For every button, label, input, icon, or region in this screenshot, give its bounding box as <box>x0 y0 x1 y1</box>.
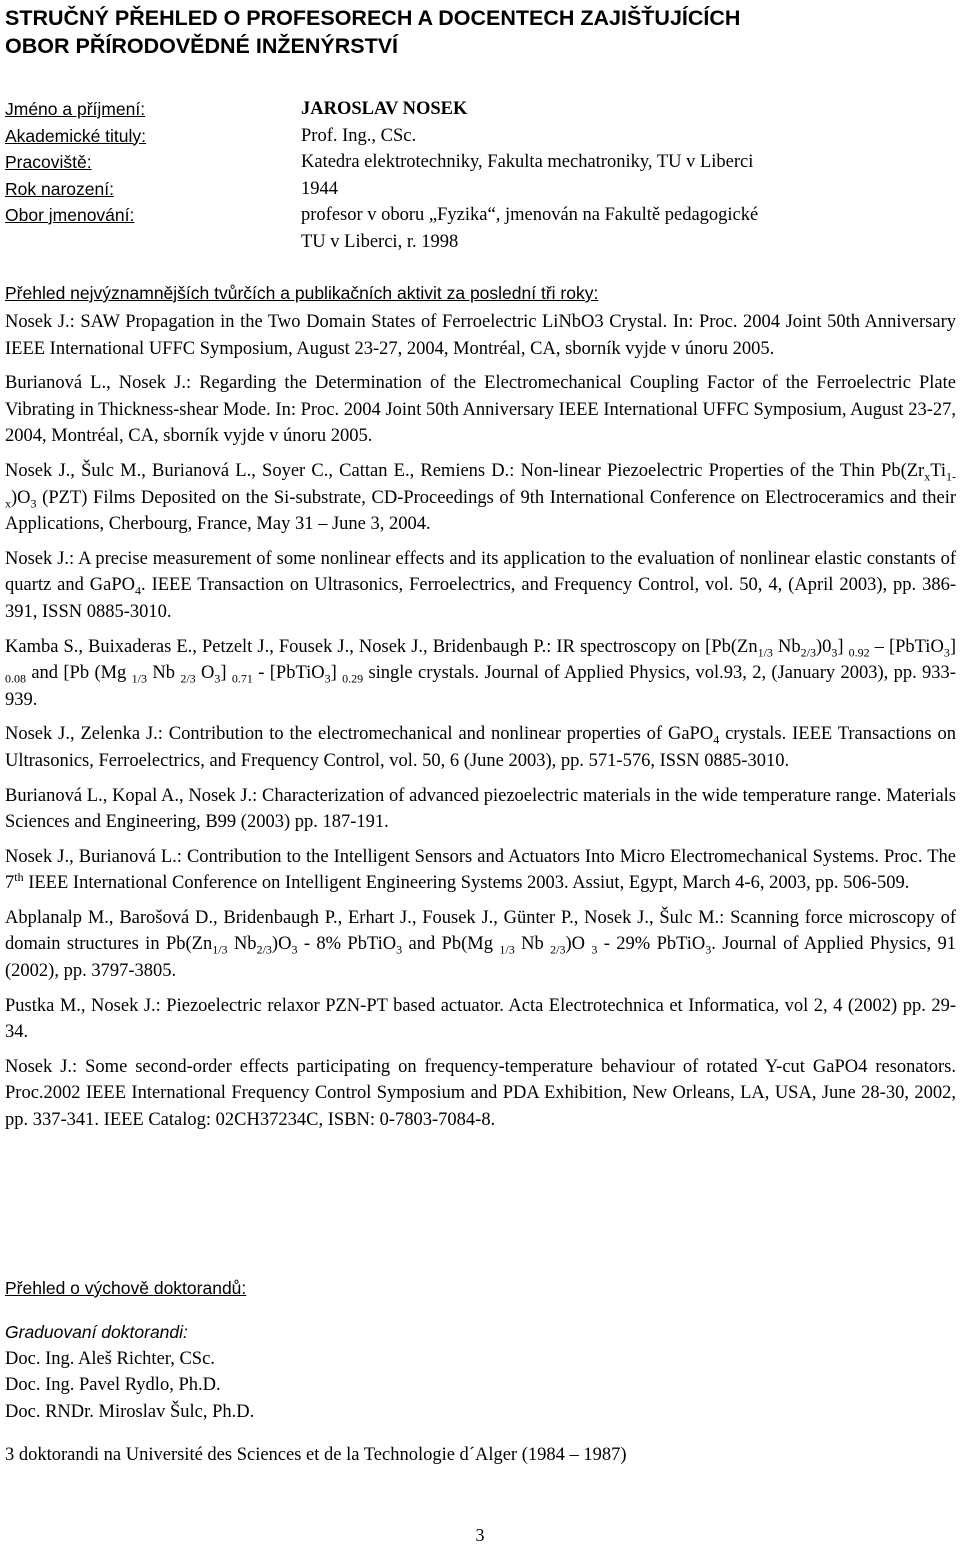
publication-item <box>5 634 956 714</box>
pub-text: Nb <box>147 663 181 684</box>
pub-text: )O <box>565 934 592 955</box>
publication-item <box>5 309 956 362</box>
info-row-field <box>5 202 956 255</box>
publication-item <box>5 905 956 985</box>
publication-item <box>5 370 956 450</box>
publication-item <box>5 783 956 836</box>
superscript: th <box>14 870 24 885</box>
subscript: 0.29 <box>342 671 364 686</box>
pub-authors: Kamba S., Buixaderas E., Petzelt J., Fousek J., Nosek J., Bridenbaugh P.: <box>5 636 552 657</box>
pub-text: Nb <box>227 934 257 955</box>
document-title <box>5 4 956 60</box>
titles-label: Akademické tituly: <box>5 125 147 146</box>
pub-authors: Nosek J.: <box>5 1056 78 1077</box>
subscript: 1/3 <box>499 943 515 958</box>
pub-text: - 8% PbTiO <box>297 934 397 955</box>
publications-heading: Přehled nejvýznamnějších tvůrčích a publikačních aktivit za poslední tři roky: <box>5 283 599 303</box>
graduated-label: Graduovaní doktorandi: <box>5 1322 188 1342</box>
pub-text: SAW Propagation in the Two Domain States of Ferroelectric LiNbO3 Crystal. In: Proc. 2004 Joint 50th Anniversary IEEE International UFFC Symposium, August 23-27, 2004, Montréal, CA, sborník vyjde v únoru 2005. <box>5 312 956 359</box>
subscript: 1/3 <box>212 943 228 958</box>
subscript: 1/3 <box>131 671 147 686</box>
pub-text: Regarding the Determination of the Electromechanical Coupling Factor of the Ferroelectric Plate Vibrating in Thickness-shear Mode. In: Proc. 2004 Joint 50th Anniversary IEEE International UFFC Symposium, August 23-27, 2004, Montréal, CA, sborník vyjde v únoru 2005. <box>5 373 956 447</box>
subscript: 4 <box>135 584 142 599</box>
pub-authors: Nosek J., Burianová L.: <box>5 846 182 867</box>
pub-text: and [Pb (Mg <box>26 663 132 684</box>
graduate-item: Doc. RNDr. Miroslav Šulc, Ph.D. <box>5 1401 255 1422</box>
pub-authors: Nosek J.: <box>5 548 75 569</box>
pub-text: )O <box>271 934 292 955</box>
subscript: 3 <box>943 645 950 660</box>
pub-text: Non-linear Piezoelectric Properties of the Thin Pb(Zr <box>514 460 925 481</box>
graduate-item: Doc. Ing. Pavel Rydlo, Ph.D. <box>5 1375 221 1395</box>
pub-text: Contribution to the Intelligent Sensors and Actuators Into Micro Electromechanical Systems. Proc. The 7 <box>5 846 956 894</box>
info-row-titles <box>5 123 956 150</box>
subscript: 1/3 <box>757 645 773 660</box>
pub-text: ] <box>949 636 956 657</box>
pub-authors: Burianová L., Kopal A., Nosek J.: <box>5 785 258 806</box>
title-line-2: OBOR PŘÍRODOVĚDNÉ INŽENÝRSTVÍ <box>5 34 399 58</box>
pub-text: ] <box>837 636 849 657</box>
doctoral-heading: Přehled o výchově doktorandů: <box>5 1278 247 1298</box>
publication-item <box>5 458 956 538</box>
subscript: 3 <box>30 496 37 511</box>
field-label: Obor jmenování: <box>5 205 135 225</box>
personal-info <box>5 96 956 255</box>
field-value-line-2: TU v Liberci, r. 1998 <box>301 231 459 252</box>
subscript: 3 <box>831 645 838 660</box>
subscript: 4 <box>713 733 720 747</box>
subscript: 0.71 <box>231 671 253 686</box>
publication-item <box>5 721 956 774</box>
pub-text: )O <box>11 487 31 508</box>
pub-text: Contribution to the electromechanical and nonlinear properties of GaPO <box>162 724 714 745</box>
pub-text: single crystals. Journal of Applied Physics, vol.93, 2, (January 2003), pp. 933-939. <box>5 663 956 710</box>
birth-label: Rok narození: <box>5 178 114 199</box>
pub-text: Nb <box>772 636 801 657</box>
birth-value: 1944 <box>301 178 338 199</box>
pub-authors: Burianová L., Nosek J.: <box>5 373 192 394</box>
pub-text: O <box>195 663 215 684</box>
field-value-line-1: profesor v oboru „Fyzika“, jmenován na Fakultě pedagogické <box>301 205 759 225</box>
subscript: 3 <box>291 943 298 958</box>
workplace-label: Pracoviště: <box>5 152 92 172</box>
subscript: 3 <box>214 671 221 686</box>
pub-text: IR spectroscopy on [Pb(Zn <box>551 636 758 657</box>
subscript: 2/3 <box>800 645 816 660</box>
subscript: 3 <box>705 943 712 958</box>
publication-list <box>5 309 956 1142</box>
pub-text: A precise measurement of some nonlinear effects and its application to the evaluation of nonlinear elastic constants of quartz and GaPO <box>5 548 956 596</box>
pub-text: (PZT) Films Deposited on the Si-substrate, CD-Proceedings of 9th International Conference on Electroceramics and their Applications, Cherbourg, France, May 31 – June 3, 2004. <box>5 487 956 535</box>
graduated-doctoral-list <box>5 1319 956 1425</box>
titles-value: Prof. Ing., CSc. <box>301 125 417 146</box>
pub-text: . Journal of Applied Physics, 91 (2002), pp. 3797-3805. <box>5 934 956 982</box>
pub-text: - 29% PbTiO <box>597 934 706 955</box>
pub-authors: Abplanalp M., Barošová D., Bridenbaugh P., Erhart J., Fousek J., Günter P., Nosek J., Šulc M.: <box>5 907 725 928</box>
pub-text: . IEEE Transaction on Ultrasonics, Ferroelectrics, and Frequency Control, vol. 50, 4, (April 2003), pp. 386-391, ISSN 0885-3010. <box>5 575 957 622</box>
pub-text: IEEE International Conference on Intelligent Engineering Systems 2003. Assiut, Egypt, March 4-6, 2003, pp. 506-509. <box>23 873 910 894</box>
pub-text: ] <box>330 663 343 684</box>
subscript: 0.92 <box>848 645 870 660</box>
field-value <box>301 202 956 255</box>
graduate-item: Doc. Ing. Aleš Richter, CSc. <box>5 1348 215 1369</box>
info-row-name <box>5 96 956 123</box>
info-row-workplace <box>5 149 956 176</box>
subscript: 2/3 <box>180 671 196 686</box>
publication-item <box>5 546 956 626</box>
publication-item <box>5 993 956 1046</box>
subscript: 2/3 <box>550 943 566 958</box>
pub-authors: Nosek J.: <box>5 312 75 332</box>
subscript: 3 <box>591 943 598 958</box>
publication-item <box>5 844 956 897</box>
publication-item <box>5 1054 956 1134</box>
subscript: x <box>924 469 931 484</box>
subscript: 3 <box>396 943 403 958</box>
subscript: 1-x <box>5 469 956 511</box>
subscript: 2/3 <box>256 943 272 958</box>
pub-text: )0 <box>815 636 832 657</box>
title-line-1: STRUČNÝ PŘEHLED O PROFESORECH A DOCENTECH ZAJIŠŤUJÍCÍCH <box>5 6 741 30</box>
pub-text: Nb <box>514 934 551 955</box>
info-row-birth <box>5 176 956 203</box>
name-value: JAROSLAV NOSEK <box>301 99 468 119</box>
subscript: 0.08 <box>5 671 26 686</box>
pub-text: - [PbTiO <box>252 663 325 684</box>
workplace-value: Katedra elektrotechniky, Fakulta mechatroniky, TU v Liberci <box>301 152 754 172</box>
doctoral-note: 3 doktorandi na Université des Sciences et de la Technologie d´Alger (1984 – 1987) <box>5 1445 627 1465</box>
subscript: 3 <box>324 671 331 686</box>
page-number: 3 <box>475 1525 485 1545</box>
pub-text: ] <box>220 663 232 684</box>
name-label: Jméno a příjmení: <box>5 99 146 119</box>
pub-text: crystals. IEEE Transactions on Ultrasonics, Ferroelectrics, and Frequency Control, vol. 50, 6 (June 2003), pp. 571-576, ISSN 0885-3010. <box>5 724 956 771</box>
pub-text: Scanning force microscopy of domain structures in Pb(Zn <box>5 907 956 955</box>
pub-authors: Nosek J., Zelenka J.: <box>5 724 163 745</box>
pub-text: Characterization of advanced piezoelectric materials in the wide temperature range. Materials Sciences and Engineering, B99 (2003) pp. 187-191. <box>5 785 956 833</box>
pub-text: – [PbTiO <box>869 636 944 657</box>
pub-authors: Pustka M., Nosek J.: <box>5 995 161 1016</box>
pub-text: and Pb(Mg <box>402 934 500 955</box>
pub-authors: Nosek J., Šulc M., Burianová L., Soyer C., Cattan E., Remiens D.: <box>5 460 515 481</box>
pub-text: Piezoelectric relaxor PZN-PT based actuator. Acta Electrotechnica et Informatica, vol 2, 4 (2002) pp. 29-34. <box>5 995 956 1043</box>
pub-text: Ti <box>930 460 946 481</box>
pub-text: Some second-order effects participating on frequency-temperature behaviour of rotated Y-cut GaPO4 resonators. Proc.2002 IEEE International Frequency Control Symposium and PDA Exhibition, New Orleans, LA, USA, June 28-30, 2002, pp. 337-341. IEEE Catalog: 02CH37234C, ISBN: 0-7803-7084-8. <box>5 1056 956 1131</box>
